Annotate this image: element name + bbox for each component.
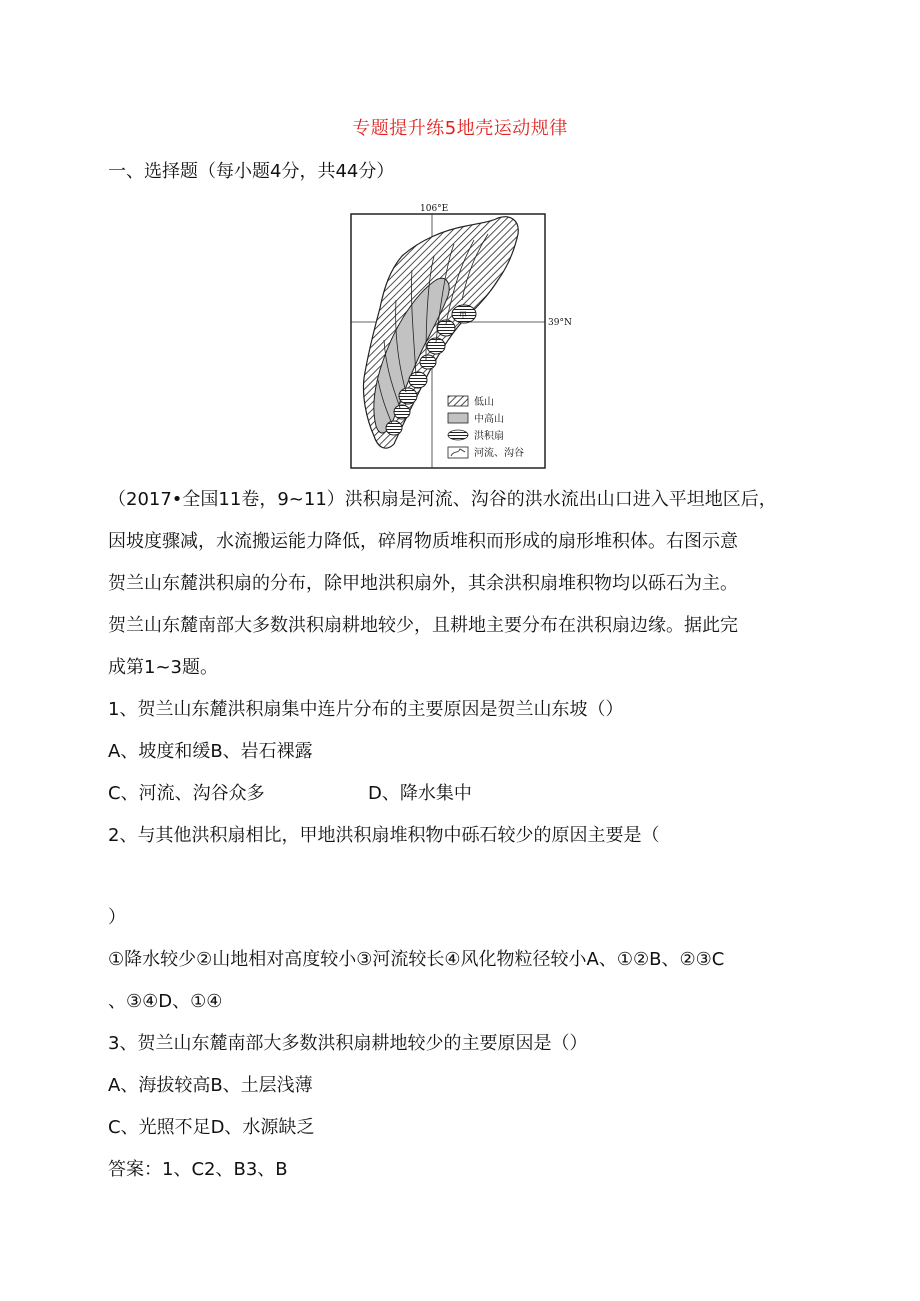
question-1-options-ab: A、坡度和缓B、岩石裸露 [108,741,313,762]
legend-swatch-mid-high-mountain [448,413,468,423]
passage-line-1: （2017•全国11卷，9~11）洪积扇是河流、沟谷的洪水流出山口进入平坦地区后， [108,489,777,510]
legend-river-valley: 河流、沟谷 [474,448,524,459]
legend-alluvial-fan: 洪积扇 [474,431,504,442]
section-heading: 一、选择题（每小题4分，共44分） [108,161,395,182]
page-title: 专题提升练5地壳运动规律 [352,118,568,139]
question-2-stem-end: ） [108,907,126,928]
latitude-label: 39°N [548,318,572,328]
legend-swatch-river [448,447,468,458]
answer-key: 答案：1、C2、B3、B [108,1159,288,1180]
legend-low-mountain: 低山 [474,397,494,408]
question-3-stem: 3、贺兰山东麓南部大多数洪积扇耕地较少的主要原因是（） [108,1033,588,1054]
question-2-choices-1: ①降水较少②山地相对高度较小③河流较长④风化物粒径较小A、①②B、②③C [108,949,725,970]
map-figure [348,200,578,472]
legend-swatch-alluvial-fan [448,430,468,440]
question-1-option-d: D、降水集中 [368,783,472,804]
longitude-label: 106°E [420,204,449,214]
legend-mid-high-mountain: 中高山 [474,414,504,425]
passage-line-3: 贺兰山东麓洪积扇的分布，除甲地洪积扇外，其余洪积扇堆积物均以砾石为主。 [108,573,738,594]
passage-line-5: 成第1~3题。 [108,657,218,678]
question-1-stem: 1、贺兰山东麓洪积扇集中连片分布的主要原因是贺兰山东坡（） [108,699,624,720]
question-3-options-ab: A、海拔较高B、土层浅薄 [108,1075,313,1096]
question-1-option-c: C、河流、沟谷众多 [108,783,265,804]
question-3-options-cd: C、光照不足D、水源缺乏 [108,1117,315,1138]
legend-swatch-low-mountain [448,396,468,406]
passage-line-4: 贺兰山东麓南部大多数洪积扇耕地较少，且耕地主要分布在洪积扇边缘。据此完 [108,615,738,636]
marker-jia: 甲 [459,311,467,320]
question-2-stem: 2、与其他洪积扇相比，甲地洪积扇堆积物中砾石较少的原因主要是（ [108,825,660,846]
question-2-choices-2: 、③④D、①④ [108,991,223,1012]
passage-line-2: 因坡度骤减，水流搬运能力降低，碎屑物质堆积而形成的扇形堆积体。右图示意 [108,531,738,552]
